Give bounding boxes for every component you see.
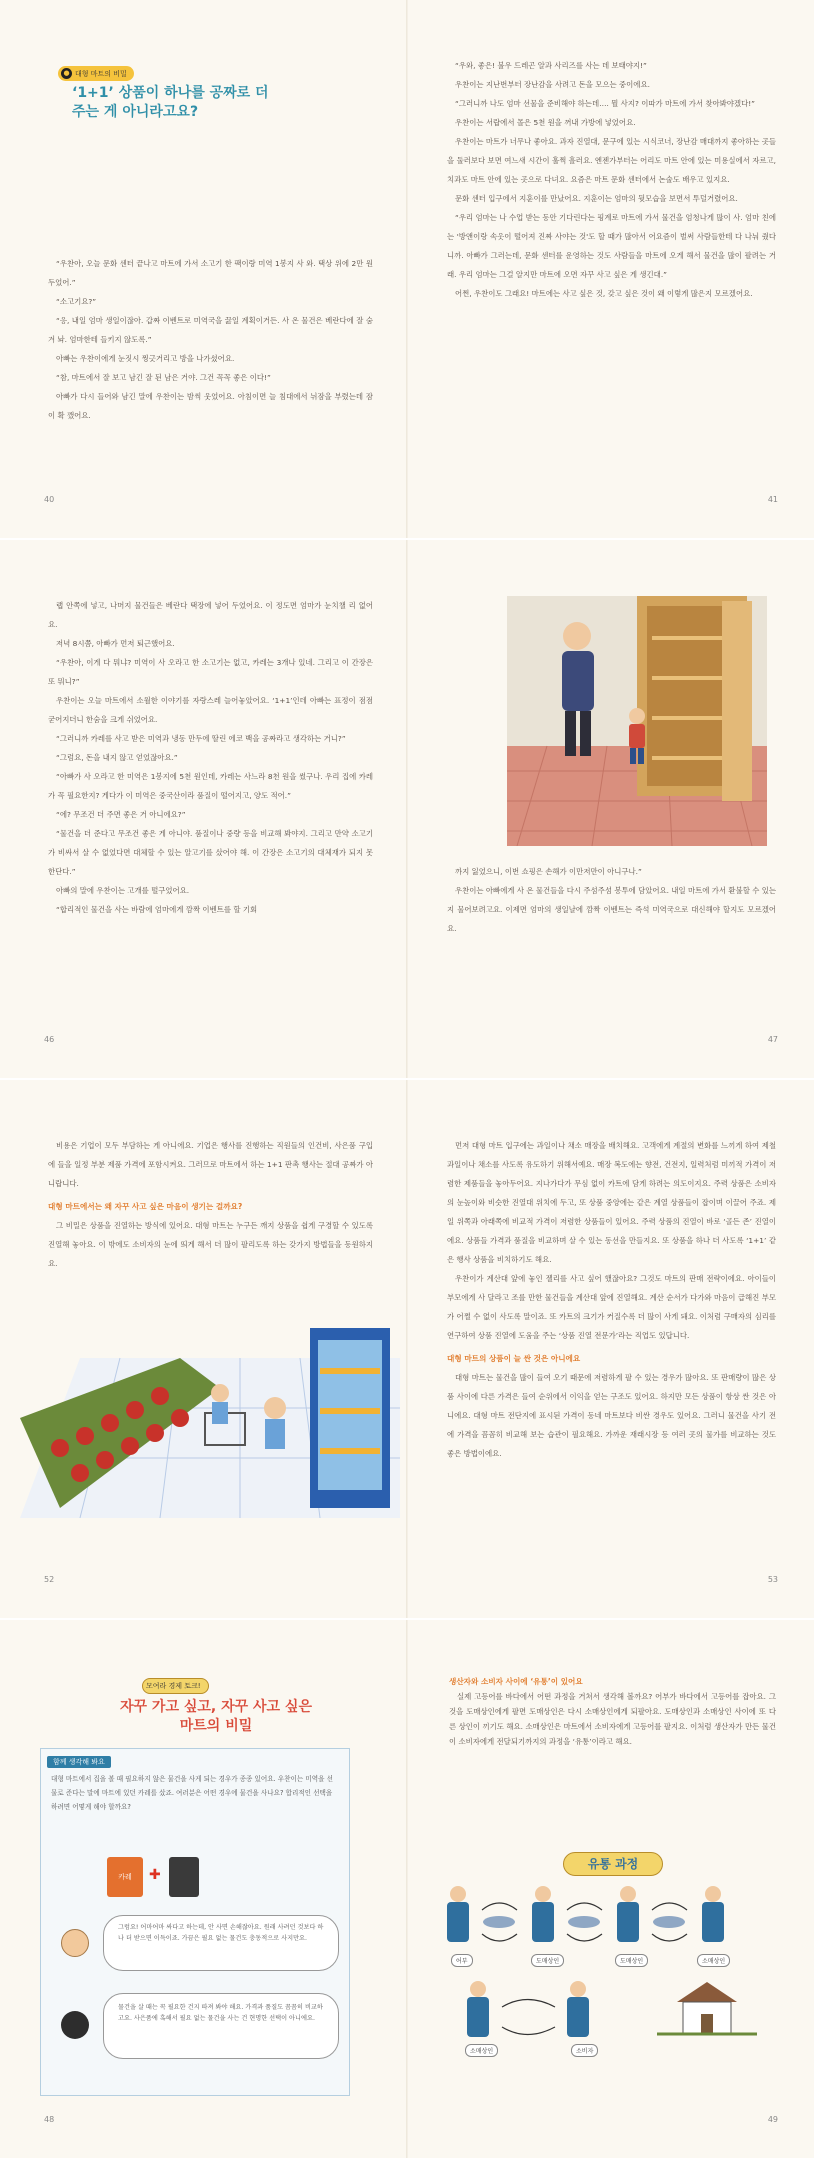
body-text-right bbox=[447, 56, 776, 303]
page-number: 41 bbox=[767, 495, 778, 504]
paragraph: “우찬아, 오늘 문화 센터 끝나고 마트에 가서 소고기 한 팩이랑 미역 1봉지 사 와. 택상 위에 2만 원 두었어.” bbox=[48, 259, 373, 287]
book-spread-2 bbox=[0, 540, 814, 1078]
discussion-box-text: 대형 마트에서 집을 볼 때 필요하지 않은 물건을 사게 되는 경우가 종종 있어요. 우찬이는 미역을 선물로 준다는 말에 마트에 있던 카레를 샀죠. 여러분은 어떤 경우에 물건을 사나요? 합리적인 선택을 하려면 어떻게 해야 할까요? bbox=[51, 1775, 333, 1811]
diagram-label-retailer-1: 소매상인 bbox=[697, 1954, 730, 1967]
diagram-title: 유통 과정 bbox=[563, 1852, 663, 1876]
paragraph: “응, 내일 엄마 생일이잖아. 갑짜 이벤트로 미역국을 끓일 계획이거든. 사 온 물건은 베란다에 잘 숨겨 놔. 엄마한테 들키지 않도록.” bbox=[48, 316, 373, 344]
page-49 bbox=[407, 1620, 814, 2158]
paragraph: “합리적인 물건을 사는 바람에 엄마에게 깜짝 이벤트를 할 기회 bbox=[56, 905, 258, 914]
paragraph: 우찬이는 마트가 너무나 좋아요. 과자 진열대, 문구에 있는 시식코너, 장난감 매대까지 좋아하는 곳들을 둘러보다 보면 여느새 시간이 훌쩍 흘러요. 엔젠가부터는 어리도 마트 안에 있는 미용실에서 자르고, 치과도 마트 안에 있는 곳으로 다녀요. 요즘은 마트 문화 센터에서 논술도 배우고 있지요. bbox=[447, 137, 776, 184]
book-spread-3 bbox=[0, 1080, 814, 1618]
paragraph: 우찬이는 오늘 마트에서 소월한 이야기를 자랑스레 늘어놓았어요. ‘1+1’인데 아빠는 표정이 점점 굳어지더니 한숨을 크게 쉬었어요. bbox=[48, 696, 373, 724]
speech-bubble-1: 그럼요! 어마어마 싸다고 하는데, 안 사면 손해잖아요. 원래 사려던 것보다 하나 더 받으면 이득이죠. 가끔은 필요 없는 물건도 충동적으로 사지만요. bbox=[103, 1915, 339, 1971]
page-47 bbox=[407, 540, 814, 1078]
page-41 bbox=[407, 0, 814, 538]
illustration-father-and-boy-at-cabinet bbox=[507, 596, 767, 846]
curry-box-label: 카레 bbox=[118, 1873, 132, 1881]
seaweed-package-icon bbox=[169, 1857, 199, 1897]
paragraph: 대형 마트는 물건을 많이 들여 오기 때문에 저렴하게 팔 수 있는 경우가 많아요. 또 판매량이 많은 상품 사이에 다른 가격은 들여 순위에서 이익을 얻는 구조도 있어요. 하지만 모든 상품이 항상 싼 것은 아니에요. 대형 마트 전단지에 표시된 가격이 동네 마트보다 비싼 경우도 있어요. 그러니 물건을 사기 전에 가격을 꼼꼼히 비교해 보는 습관이 필요해요. 가까운 재래시장 등 여러 곳의 물가를 비교하는 것도 좋은 방법이에요. bbox=[447, 1373, 776, 1458]
illustration-supermarket-aisle bbox=[20, 1318, 400, 1518]
paragraph: “우리 엄마는 나 수업 받는 동안 기다린다는 핑계로 마트에 가서 물건을 엄청나게 많이 사. 엄마 친에는 '방앤이랑 속옷이 떨어져 진짜 사야는 것'도 할 때가 많아서 어요즘이 벌써 사람들한테 다 나눠 줬다니까. 아빠가 그러는데, 문화 센터를 운영하는 것도 사람들을 마트에 오게 해서 물건을 많이 팔려는 거래. 우리 엄마는 그걸 알지만 마트에 오면 자꾸 사고 싶은 게 생긴대.” bbox=[447, 213, 776, 279]
talk-banner-label: 모여라 경제 토크! bbox=[146, 1682, 201, 1690]
paragraph: 우찬이가 계산대 앞에 놓인 젤리를 사고 싶어 했잖아요? 그것도 마트의 판매 전략이에요. 아이들이 부모에게 사 달라고 조를 만한 물건들을 계산대 앞에 진열해요. 계산 순서가 다가와 마음이 급해진 부모가 어쩔 수 없이 사도록 말이죠. 또 카트의 크기가 커질수록 더 많이 사게 돼요. 이처럼 구매자의 심리를 연구하여 상품 진열에 도움을 주는 ‘상품 진열 전문가’라는 직업도 있답니다. bbox=[447, 1274, 776, 1340]
page-number: 48 bbox=[44, 2115, 55, 2124]
page-number: 46 bbox=[44, 1035, 55, 1044]
discussion-box bbox=[40, 1748, 350, 2096]
owl-icon: ● bbox=[61, 68, 72, 79]
subheading: 대형 마트에서는 왜 자꾸 사고 싶은 마음이 생기는 걸까요? bbox=[48, 1202, 243, 1211]
paragraph: “물건을 더 준다고 무조건 좋은 게 아니야. 품질이나 중량 등을 비교해 봐야지. 그리고 만약 소고기가 비싸서 살 수 없었다면 대체할 수 있는 알고기를 샀어야 해. 이 간장은 소고기의 대체재가 되지 못한단다.” bbox=[48, 829, 373, 876]
paragraph: 우찬이는 서랍에서 몰은 5천 원을 꺼내 가방에 넣었어요. bbox=[455, 118, 636, 127]
paragraph: “우와, 좋은! 불우 드레곤 알과 사리즈를 사는 데 보태야지!” bbox=[455, 61, 647, 70]
paragraph: 까지 잃었으니, 이번 쇼핑은 손해가 이만저만이 아니구나.” bbox=[455, 867, 642, 876]
diagram-label-consumer: 소비자 bbox=[571, 2044, 598, 2057]
boy-face-icon bbox=[61, 1929, 89, 1957]
paragraph: 저녁 8시쯤, 아빠가 먼저 퇴근했어요. bbox=[56, 639, 175, 648]
subheading: 생산자와 소비자 사이에 ‘유통’이 있어요 bbox=[449, 1677, 583, 1686]
page-number: 49 bbox=[767, 2115, 778, 2124]
body-text-left bbox=[48, 596, 373, 919]
page-48 bbox=[0, 1620, 407, 2158]
paragraph: 그 비밀은 상품을 진열하는 방식에 있어요. 대형 마트는 누구든 깨지 상품을 쉽게 구경할 수 있도록 진열해 놓아요. 이 밖에도 소비자의 눈에 띄게 해서 더 많이 팔리도록 하는 갖가지 방법들을 동원하지요. bbox=[48, 1221, 373, 1268]
paragraph: “그러니까 카레를 사고 받은 미역과 냉동 만두에 딸린 에코 백을 공짜라고 생각하는 거니?” bbox=[56, 734, 346, 743]
body-text-right bbox=[447, 1136, 776, 1463]
section-title-line-2: 마트의 비밀 bbox=[179, 1718, 253, 1734]
page-number: 53 bbox=[767, 1575, 778, 1584]
paragraph: “에? 무조건 더 주면 좋은 거 아니에요?” bbox=[56, 810, 186, 819]
paragraph: 우찬이는 아빠에게 사 온 물건들을 다시 주섬주섬 봉투에 담았어요. 내일 마트에 가서 환불할 수 있는지 물어보려고요. 이제면 엄마의 생일날에 깜짝 이벤트는 즉석 미역국으로 대신해야 할지도 모르겠어요. bbox=[447, 886, 776, 933]
paragraph: “그러니까 나도 엄마 선물을 준비해야 하는데…. 뭘 사지? 이따가 마트에 가서 찾아봐야겠다!” bbox=[455, 99, 756, 108]
paragraph: “그럼요, 돈을 내지 않고 얻었잖아요.” bbox=[56, 753, 178, 762]
diagram-label-fisher: 어부 bbox=[451, 1954, 473, 1967]
section-title bbox=[96, 1698, 336, 1736]
speech-bubble-2: 물건을 살 때는 꼭 필요한 건지 따져 봐야 해요. 가격과 품질도 꼼꼼히 비교하고요. 사은품에 혹해서 필요 없는 물건을 사는 건 현명한 선택이 아니에요. bbox=[103, 1993, 339, 2059]
page-number: 47 bbox=[767, 1035, 778, 1044]
paragraph: 랩 안쪽에 넣고, 나머지 물건들은 베란다 택장에 넣어 두었어요. 이 정도면 엄마가 눈치챌 리 없어요. bbox=[48, 601, 373, 629]
paragraph: 우찬이는 지난번부터 장난감을 사려고 돈을 모으는 중이에요. bbox=[455, 80, 650, 89]
paragraph: “참, 마트에서 잘 보고 남긴 잘 된 남은 거야. 그건 꼭꼭 좋은 이다!” bbox=[56, 373, 271, 382]
page-46 bbox=[0, 540, 407, 1078]
book-spread-4 bbox=[0, 1620, 814, 2158]
chapter-title-line-2: 주는 게 아니라고요? bbox=[72, 104, 199, 120]
paragraph: 먼저 대형 마트 입구에는 과일이나 채소 매장을 배치해요. 고객에게 계절의 변화를 느끼게 하여 제철 과일이나 채소를 사도록 유도하기 위해서예요. 매장 복도에는 향전, 건전지, 일력처럼 미끼적 가격이 저렴한 제품들을 놓아두어요. 지나가다가 무심 없이 카트에 담게 하려는 의도이지요. 주력 상품은 소비자의 눈높이와 비슷한 진열대 위치에 두고, 또 상품 중앙에는 같은 계열 상품들이 잡이며 이끌어 주죠. 제일 위쪽과 아래쪽에 비교적 가격이 저렴한 상품들이 있어요. 주력 상품의 진열이 바로 ‘골든 존’ 진열이에요. 상품들 가격과 품질을 비교하며 살 수 있는 동선을 만들지요. 또 상품을 하나 더 사도록 ‘1+1’ 같은 행사 상품을 비치하기도 해요. bbox=[447, 1141, 777, 1264]
book-spread-1 bbox=[0, 0, 814, 538]
paragraph: 문화 센터 입구에서 지훈이를 만났어요. 지훈이는 엄마의 뒷모습을 보면서 투덜거렸어요. bbox=[455, 194, 738, 203]
paragraph: 비용은 기업이 모두 부담하는 게 아니에요. 기업은 행사를 진행하는 직원들의 인건비, 사은품 구입에 들을 일정 부분 제품 가격에 포함시켜요. 그러므로 마트에서 하는 1+1 판촉 행사는 절대 공짜가 아니랍니다. bbox=[48, 1141, 373, 1188]
paragraph: 아빠는 우찬이에게 눈짓시 찡긋거리고 방을 나가셨어요. bbox=[56, 354, 235, 363]
plus-icon: ✚ bbox=[149, 1867, 161, 1883]
paragraph: “소고기요?” bbox=[56, 297, 97, 306]
page-number: 52 bbox=[44, 1575, 55, 1584]
page-40 bbox=[0, 0, 407, 538]
paragraph: 아빠의 말에 우찬이는 고개를 떨구었어요. bbox=[56, 886, 190, 895]
discussion-box-header: 함께 생각해 봐요 bbox=[47, 1756, 111, 1768]
girl-face-icon bbox=[61, 2011, 89, 2039]
page-number: 40 bbox=[44, 495, 55, 504]
page-53 bbox=[407, 1080, 814, 1618]
subheading: 대형 마트의 상품이 늘 싼 것은 아니에요 bbox=[447, 1354, 581, 1363]
series-tag bbox=[58, 66, 134, 81]
page-52 bbox=[0, 1080, 407, 1618]
body-text-right bbox=[447, 862, 776, 938]
section-title-line-1: 자꾸 가고 싶고, 자꾸 사고 싶은 bbox=[120, 1699, 312, 1715]
paragraph: “아빠가 사 오라고 한 미역은 1봉지에 5천 원인데, 카레는 사느라 8천 원을 썼구나. 우리 집에 카레가 꼭 필요한지? 게다가 이 미역은 중국산이라 품질이 떨어지고, 양도 적어.” bbox=[48, 772, 373, 800]
body-text-left bbox=[48, 254, 373, 425]
curry-box bbox=[107, 1857, 143, 1897]
series-tag-label: 대형 마트의 비밀 bbox=[75, 69, 127, 78]
diagram-label-wholesaler-1: 도매상인 bbox=[531, 1954, 564, 1967]
paragraph: 실제 고등어를 바다에서 어떤 과정을 거쳐서 생각해 볼까요? 어부가 바다에서 고등어를 잡아요. 그것을 도매상인에게 팔면 도매상인은 다시 소매상인에게 되팔아요. 도매상인과 소매상인 사이에 또 다른 상인이 끼기도 해요. 소매상인은 마트에서 소비자에게 고등어를 팔지요. 이처럼 생산자가 만든 물건이 소비자에게 전달되기까지의 과정을 ‘유통’이라고 해요. bbox=[449, 1692, 776, 1746]
chapter-title bbox=[72, 84, 269, 122]
talk-banner bbox=[142, 1678, 209, 1694]
body-text-left bbox=[48, 1136, 373, 1273]
chapter-title-line-1: ‘1+1’ 상품이 하나를 공짜로 더 bbox=[72, 85, 269, 101]
body-text-right bbox=[449, 1674, 776, 1749]
paragraph: “우찬아, 이게 다 뭐냐? 미역이 사 오라고 한 소고기는 없고, 카레는 3개나 있네. 그리고 이 간장은 또 뭐니?” bbox=[48, 658, 373, 686]
diagram-label-retailer-2: 소매상인 bbox=[465, 2044, 498, 2057]
paragraph: 아빠가 다시 들어와 남긴 말에 우찬이는 밤씩 웃었어요. 아침이면 늘 침대에서 뉘잠을 부렸는데 잠이 확 깼어요. bbox=[48, 392, 373, 420]
paragraph: 어쩐, 우찬이도 그래요! 마트에는 사고 싶은 것, 갖고 싶은 것이 왜 이렇게 많은지 모르겠어요. bbox=[455, 289, 753, 298]
diagram-label-wholesaler-2: 도매상인 bbox=[615, 1954, 648, 1967]
